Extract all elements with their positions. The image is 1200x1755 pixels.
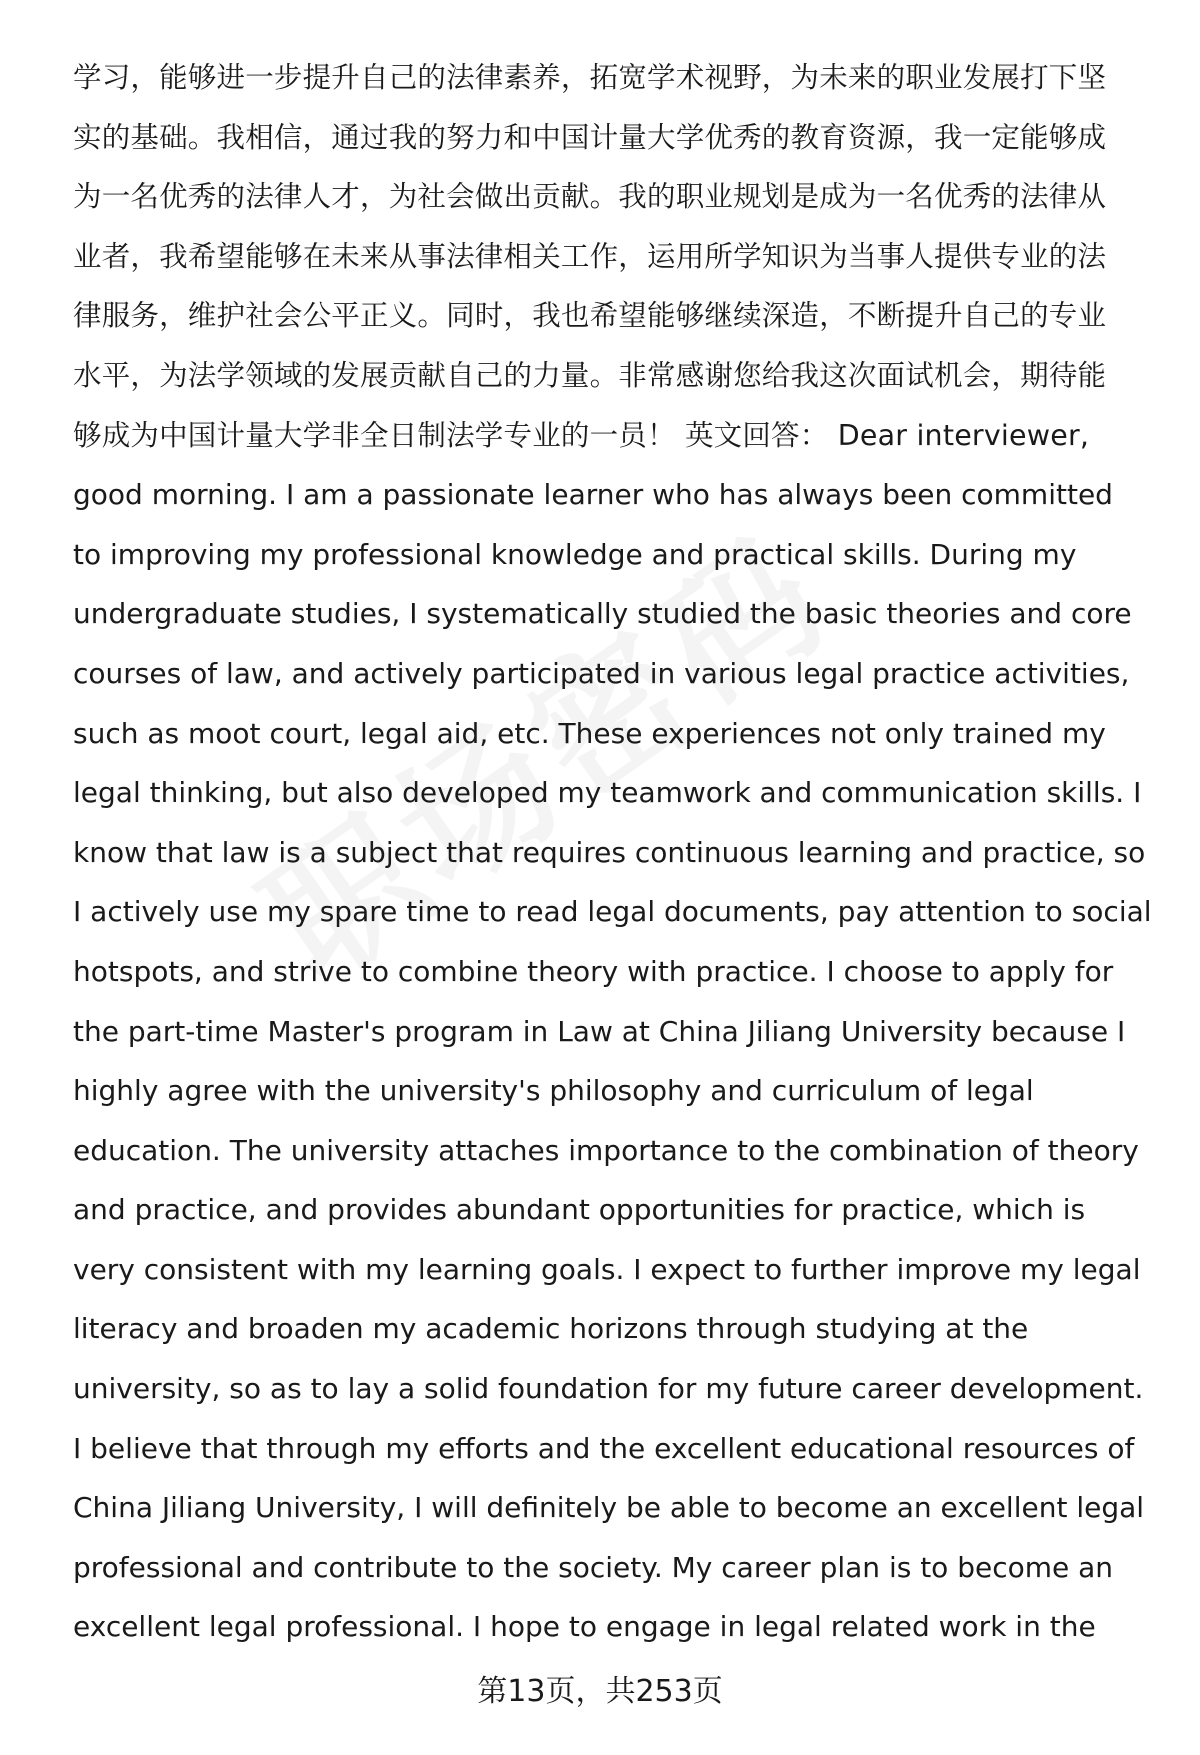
text-line: such as moot court, legal aid, etc. These experiences not only trained my — [73, 716, 1106, 750]
page-number: 第13页，共253页 — [477, 1674, 723, 1709]
body-text — [73, 48, 1159, 1657]
text-line: undergraduate studies, I systematically studied the basic theories and core — [73, 597, 1132, 631]
text-line: good morning. I am a passionate learner who has always been committed — [73, 478, 1113, 512]
text-line: professional and contribute to the society. My career plan is to become an — [73, 1550, 1114, 1584]
text-line: hotspots, and strive to combine theory with practice. I choose to apply for — [73, 954, 1114, 988]
text-line: 为一名优秀的法律人才，为社会做出贡献。我的职业规划是成为一名优秀的法律从 — [73, 180, 1107, 214]
text-line: courses of law, and actively participated in various legal practice activities, — [73, 656, 1130, 690]
text-line: 业者，我希望能够在未来从事法律相关工作，运用所学知识为当事人提供专业的法 — [73, 239, 1107, 273]
text-line: I actively use my spare time to read legal documents, pay attention to social — [73, 895, 1152, 929]
text-line: the part-time Master's program in Law at China Jiliang University because I — [73, 1014, 1126, 1048]
text-line: highly agree with the university's philosophy and curriculum of legal — [73, 1074, 1034, 1108]
text-line: China Jiliang University, I will definitely be able to become an excellent legal — [73, 1491, 1145, 1525]
text-line: legal thinking, but also developed my teamwork and communication skills. I — [73, 776, 1142, 810]
text-line: very consistent with my learning goals. I expect to further improve my legal — [73, 1252, 1141, 1286]
text-line: and practice, and provides abundant opportunities for practice, which is — [73, 1193, 1086, 1227]
text-line: 够成为中国计量大学非全日制法学专业的一员！ 英文回答： Dear interviewer, — [73, 418, 1090, 452]
text-line: know that law is a subject that requires continuous learning and practice, so — [73, 835, 1146, 869]
text-line: university, so as to lay a solid foundation for my future career development. — [73, 1372, 1144, 1406]
text-line: excellent legal professional. I hope to engage in legal related work in the — [73, 1610, 1096, 1644]
text-line: 水平，为法学领域的发展贡献自己的力量。非常感谢您给我这次面试机会，期待能 — [73, 358, 1107, 392]
text-line: literacy and broaden my academic horizons through studying at the — [73, 1312, 1029, 1346]
text-line: education. The university attaches importance to the combination of theory — [73, 1133, 1139, 1167]
text-line: to improving my professional knowledge and practical skills. During my — [73, 537, 1077, 571]
text-line: 实的基础。我相信，通过我的努力和中国计量大学优秀的教育资源，我一定能够成 — [73, 120, 1107, 154]
text-line: 学习，能够进一步提升自己的法律素养，拓宽学术视野，为未来的职业发展打下坚 — [73, 61, 1107, 94]
text-line: I believe that through my efforts and the excellent educational resources of — [73, 1431, 1135, 1465]
text-line: 律服务，维护社会公平正义。同时，我也希望能够继续深造，不断提升自己的专业 — [73, 299, 1107, 333]
